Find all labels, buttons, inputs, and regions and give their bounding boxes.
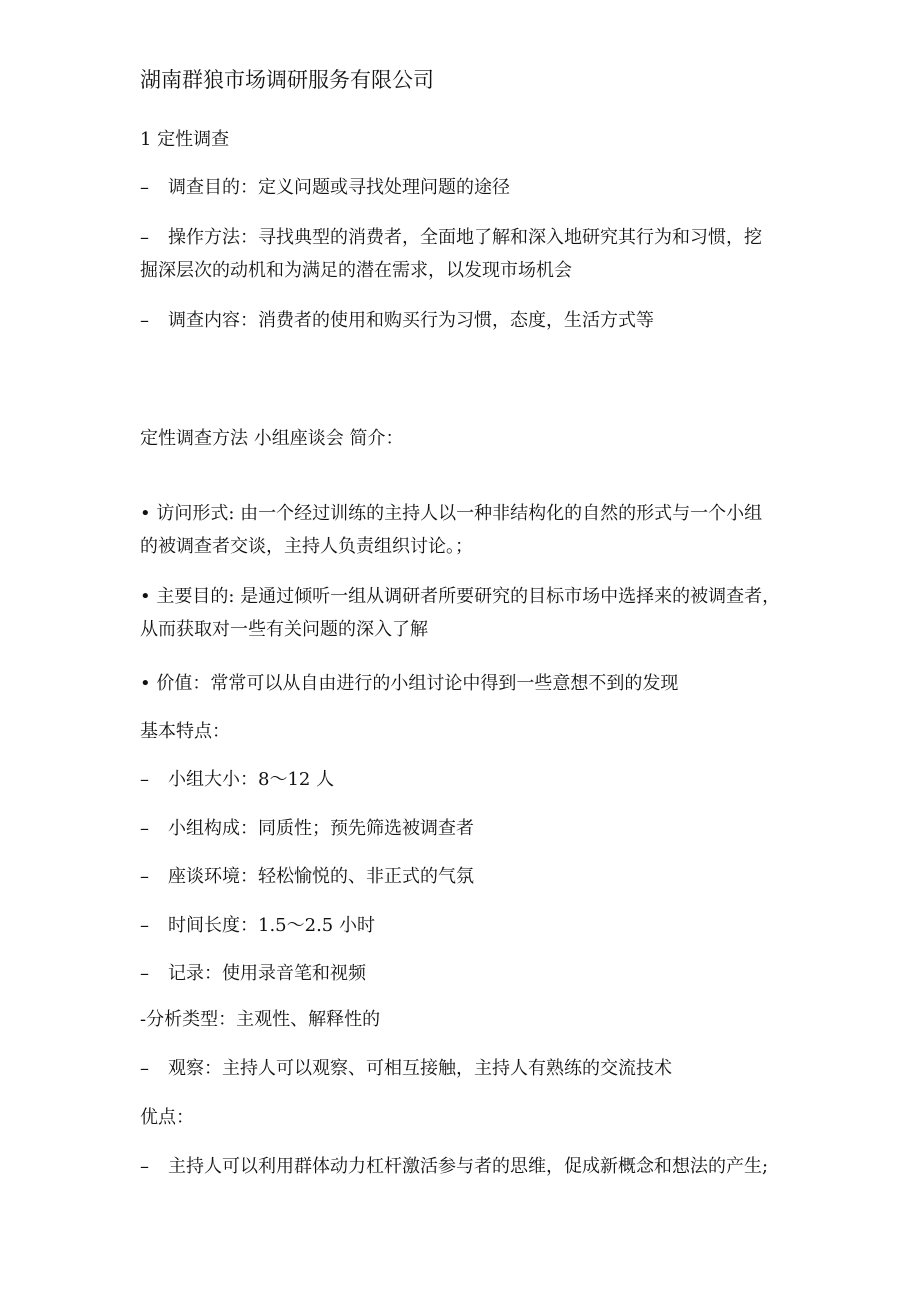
bullet-marker: •	[140, 673, 151, 694]
bullet-marker: •	[140, 503, 151, 524]
dash-marker: –	[140, 1058, 149, 1079]
item-text: 时间长度：1.5～2.5 小时	[168, 915, 375, 936]
list-item: -分析类型：主观性、解释性的	[140, 1009, 381, 1030]
item-text: 调查目的：定义问题或寻找处理问题的途径	[168, 177, 510, 198]
bullet-continuation: 的被调查者交谈，主持人负责组织讨论。；	[140, 536, 473, 557]
dash-marker: –	[140, 915, 149, 936]
item-text: 座谈环境：轻松愉悦的、非正式的气氛	[168, 866, 474, 887]
list-item	[140, 963, 366, 985]
bullet-continuation: 从而获取对一些有关问题的深入了解	[140, 619, 428, 640]
dash-marker: –	[140, 866, 149, 887]
bullet-item	[140, 586, 780, 608]
dash-marker: –	[140, 227, 149, 248]
list-item	[140, 1058, 672, 1080]
item-text: 记录：使用录音笔和视频	[168, 963, 366, 984]
dash-marker: –	[140, 1156, 149, 1177]
item-text: 主持人可以利用群体动力杠杆激活参与者的思维，促成新概念和想法的产生;	[168, 1156, 769, 1177]
dash-marker: –	[140, 818, 149, 839]
list-item	[140, 818, 474, 840]
bullet-marker: •	[140, 586, 151, 607]
section-heading: 1 定性调查	[140, 129, 230, 150]
dash-marker: –	[140, 769, 149, 790]
item-text: 调查内容：消费者的使用和购买行为习惯，态度，生活方式等	[168, 310, 654, 331]
bullet-item	[140, 503, 762, 525]
list-item-continuation: 掘深层次的动机和为满足的潜在需求，以发现市场机会	[140, 260, 572, 281]
advantages-heading: 优点：	[140, 1107, 194, 1128]
list-item	[140, 769, 334, 791]
item-text: 观察：主持人可以观察、可相互接触，主持人有熟练的交流技术	[168, 1058, 672, 1079]
item-text: 操作方法：寻找典型的消费者，全面地了解和深入地研究其行为和习惯，挖	[168, 227, 762, 248]
item-text: 价值：常常可以从自由进行的小组讨论中得到一些意想不到的发现	[156, 673, 679, 694]
features-heading: 基本特点：	[140, 721, 230, 742]
dash-marker: –	[140, 177, 149, 198]
dash-marker: –	[140, 963, 149, 984]
list-item	[140, 310, 654, 332]
section-heading: 定性调查方法 小组座谈会 简介：	[140, 428, 404, 449]
item-text: 小组大小：8～12 人	[168, 769, 335, 790]
dash-marker: –	[140, 310, 149, 331]
bullet-item	[140, 673, 678, 695]
document-title: 湖南群狼市场调研服务有限公司	[140, 68, 434, 92]
item-text: 访问形式: 由一个经过训练的主持人以一种非结构化的自然的形式与一个小组	[156, 503, 763, 524]
list-item	[140, 866, 474, 888]
item-text: 小组构成：同质性；预先筛选被调查者	[168, 818, 474, 839]
item-text: 主要目的: 是通过倾听一组从调研者所要研究的目标市场中选择来的被调查者，	[156, 586, 781, 607]
list-item	[140, 915, 375, 937]
list-item	[140, 227, 762, 249]
list-item	[140, 1156, 768, 1178]
list-item	[140, 177, 510, 199]
